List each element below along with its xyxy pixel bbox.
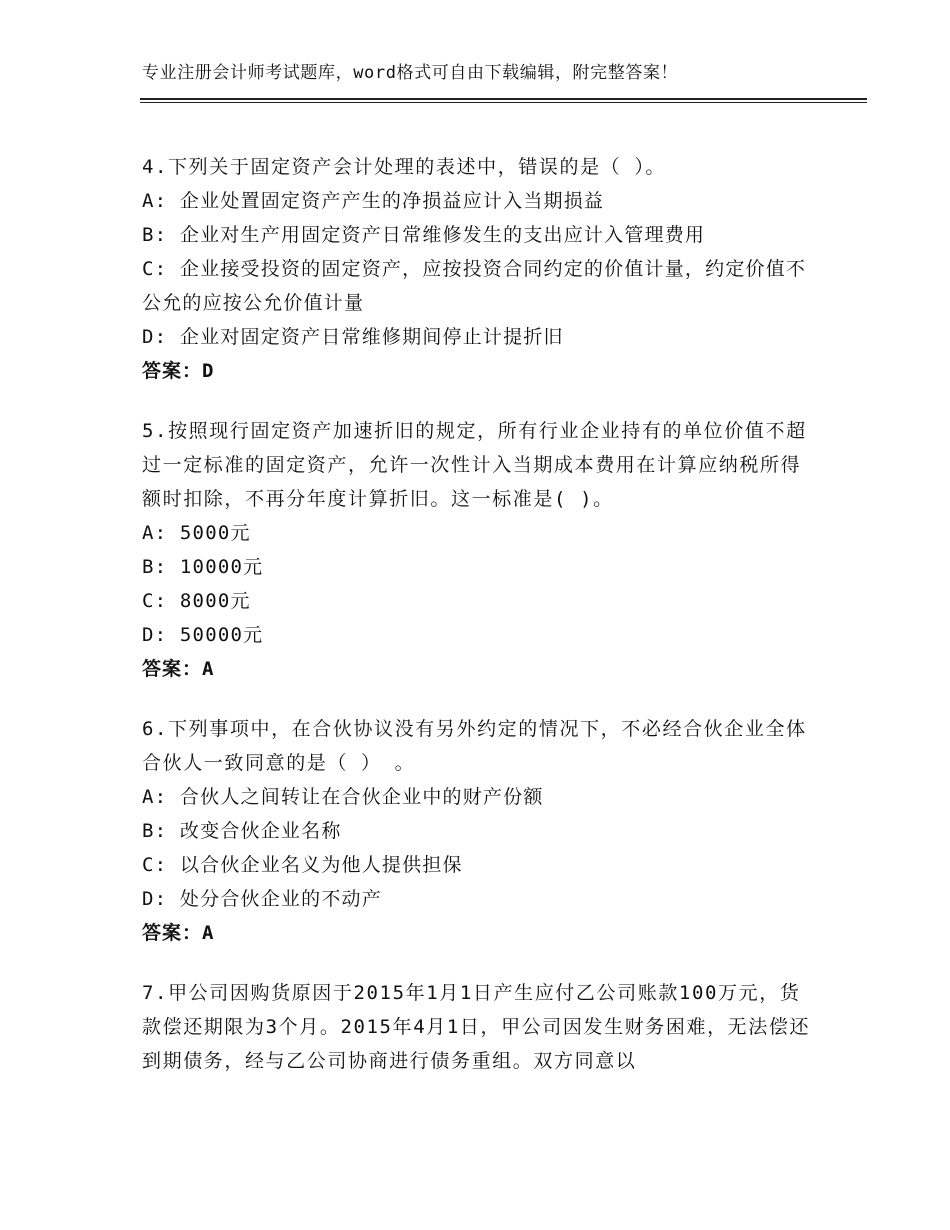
question-list (142, 150, 812, 1104)
option-c: C: 以合伙企业名义为他人提供担保 (142, 854, 463, 876)
option-a: A: 企业处置固定资产产生的净损益应计入当期损益 (142, 190, 605, 212)
page-header: 专业注册会计师考试题库，word格式可自由下载编辑，附完整答案！ (142, 63, 679, 83)
question-7 (142, 976, 812, 1078)
option-c: C: 企业接受投资的固定资产，应按投资合同约定的价值计量，约定价值不公允的应按公允价值计量 (142, 258, 807, 314)
header-rule-thick (140, 98, 867, 100)
answer-label: 答案：A (142, 922, 215, 944)
question-5 (142, 414, 812, 686)
question-stem: 6.下列事项中，在合伙协议没有另外约定的情况下，不必经合伙企业全体合伙人一致同意的是（ ） 。 (142, 718, 807, 774)
option-b: B: 企业对生产用固定资产日常维修发生的支出应计入管理费用 (142, 224, 706, 246)
option-a: A: 合伙人之间转让在合伙企业中的财产份额 (142, 786, 544, 808)
header-rule-thin (140, 102, 867, 103)
option-b: B: 改变合伙企业名称 (142, 820, 342, 842)
option-c: C: 8000元 (142, 590, 251, 612)
option-b: B: 10000元 (142, 556, 264, 578)
answer-label: 答案：D (142, 360, 215, 382)
question-4 (142, 150, 812, 388)
question-stem: 4.下列关于固定资产会计处理的表述中，错误的是（ ）。 (142, 156, 667, 178)
question-stem: 5.按照现行固定资产加速折旧的规定，所有行业企业持有的单位价值不超过一定标准的固定资产，允许一次性计入当期成本费用在计算应纳税所得额时扣除，不再分年度计算折旧。这一标准是( )。 (142, 420, 807, 510)
option-a: A: 5000元 (142, 522, 251, 544)
answer-label: 答案：A (142, 658, 215, 680)
option-d: D: 处分合伙企业的不动产 (142, 888, 382, 910)
option-d: D: 50000元 (142, 624, 264, 646)
option-d: D: 企业对固定资产日常维修期间停止计提折旧 (142, 326, 564, 348)
question-6 (142, 712, 812, 950)
question-stem: 7.甲公司因购货原因于2015年1月1日产生应付乙公司账款100万元，货款偿还期限为3个月。2015年4月1日，甲公司因发生财务困难，无法偿还到期债务，经与乙公司协商进行债务重组。双方同意以 (142, 982, 811, 1072)
